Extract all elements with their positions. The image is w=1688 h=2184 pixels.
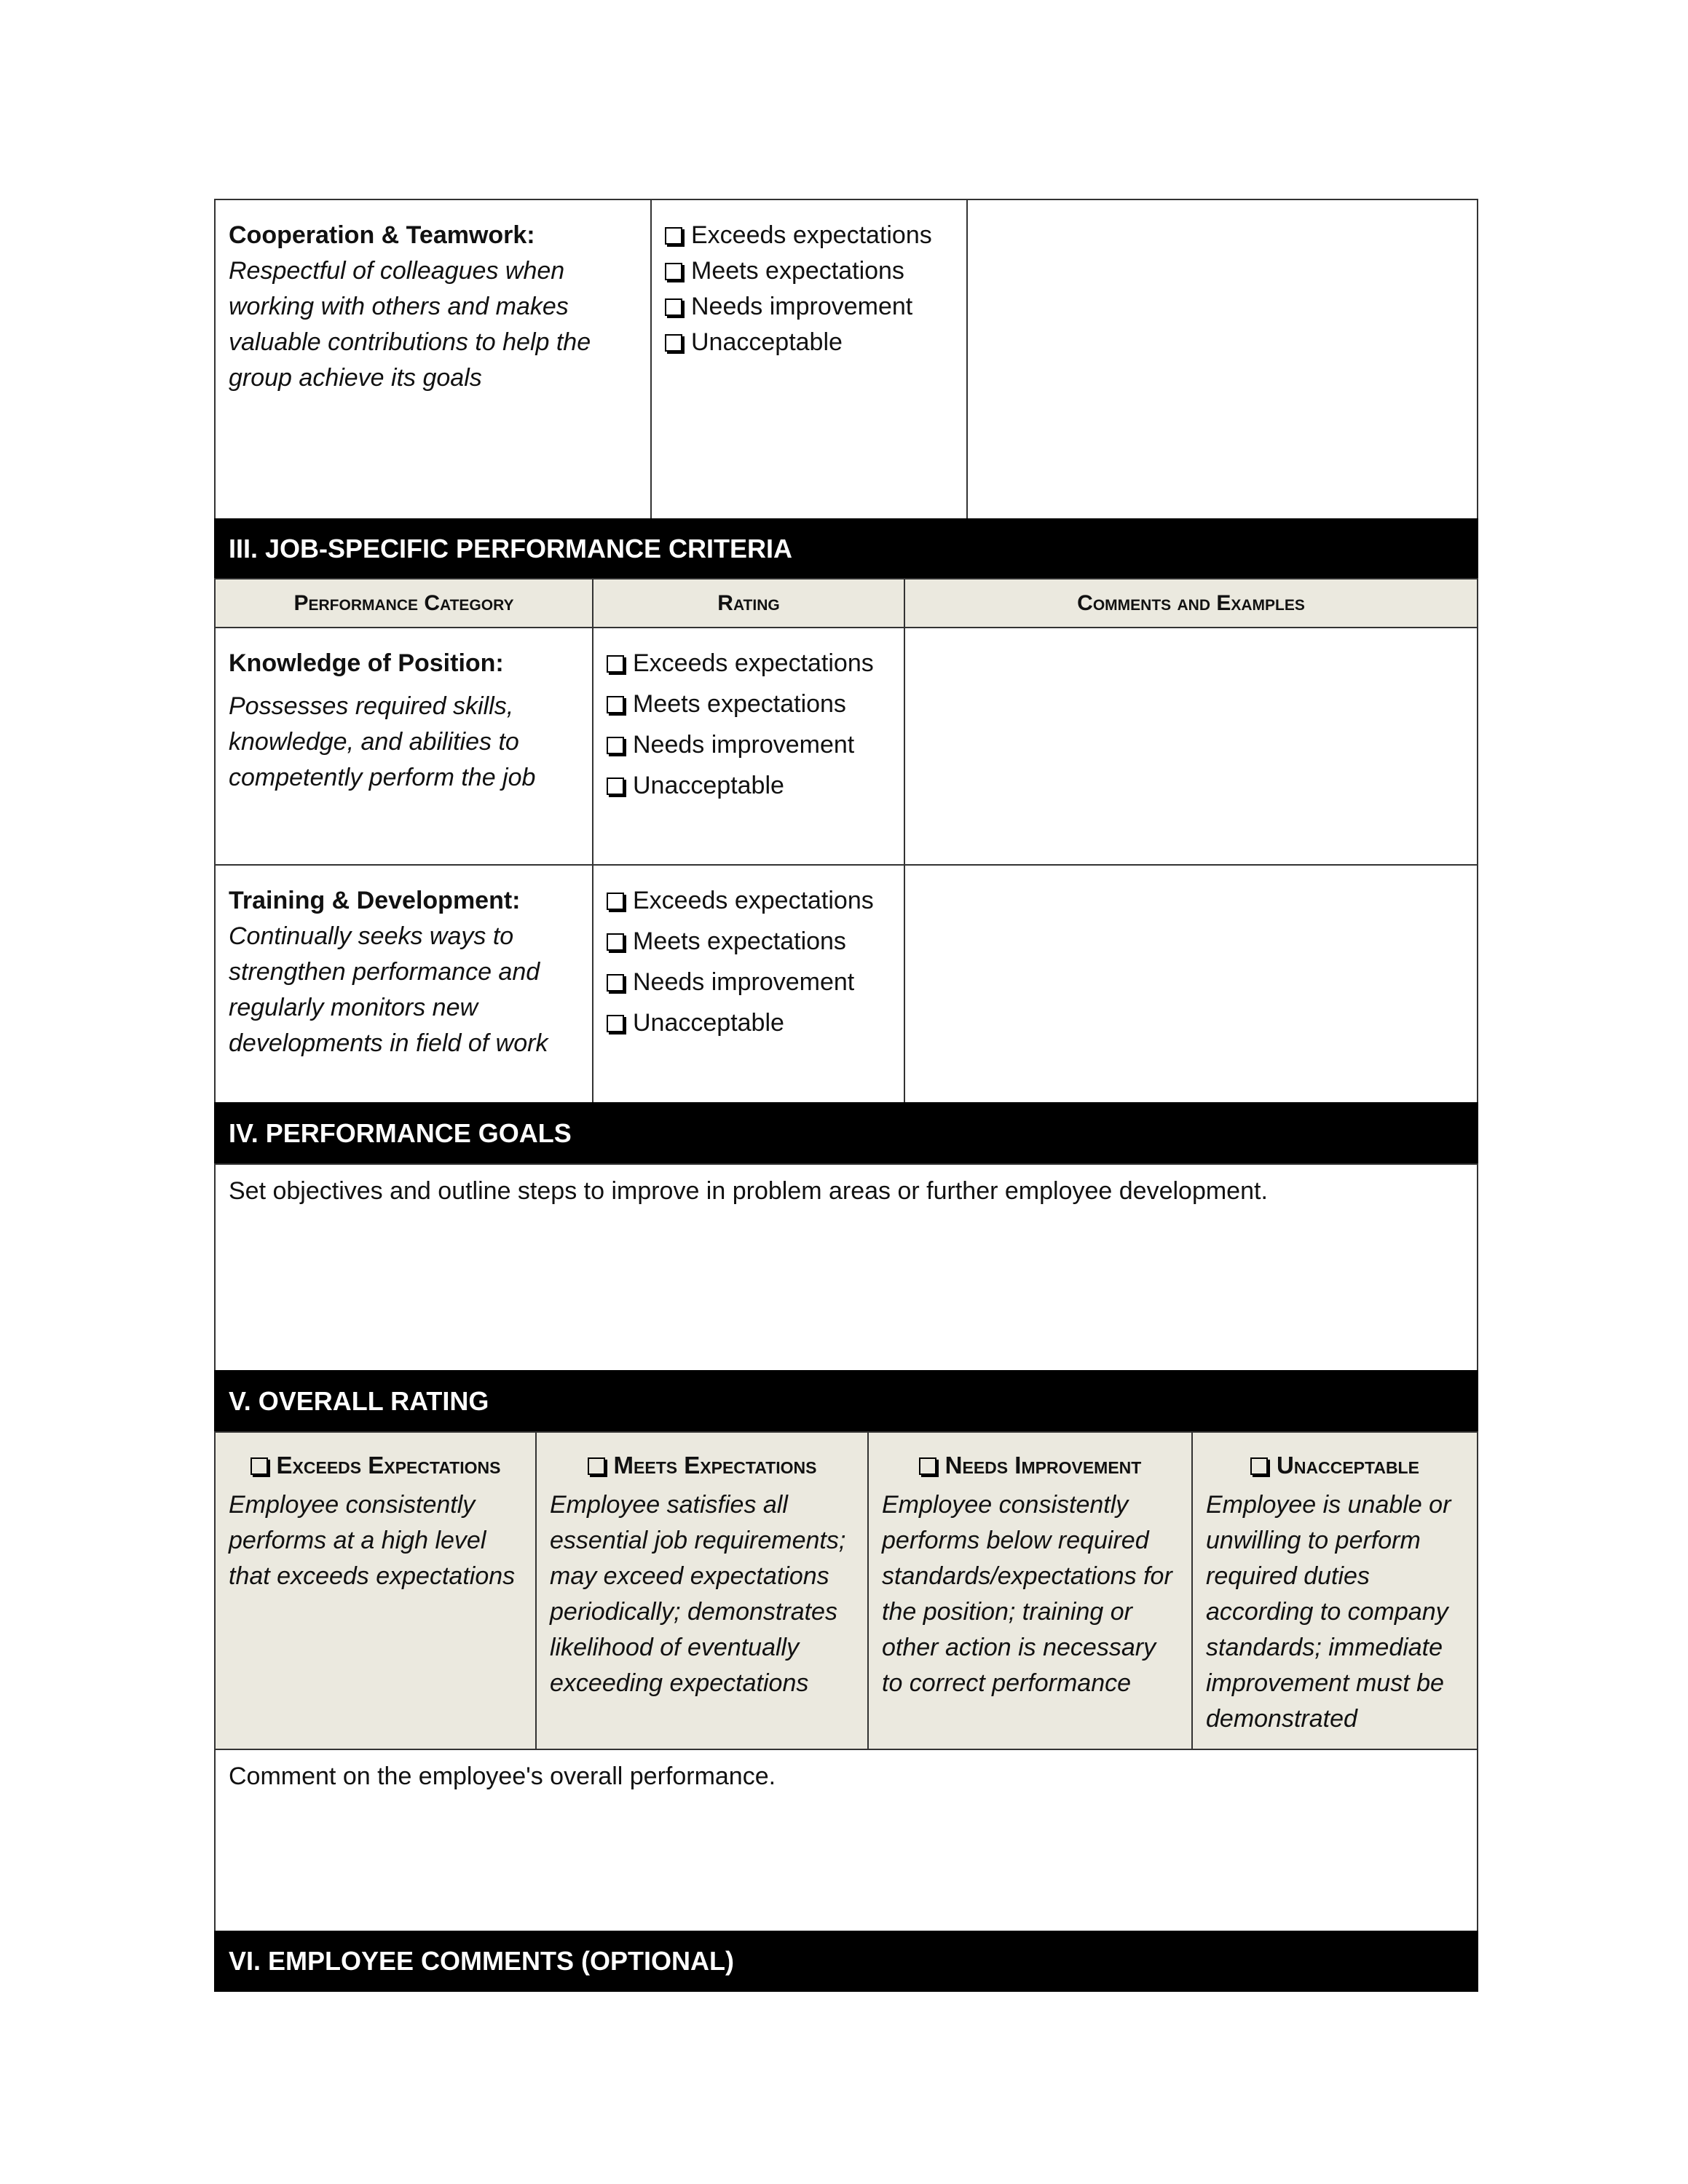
overall-comment-prompt: Comment on the employee's overall performance. xyxy=(229,1762,776,1790)
rating-checkbox[interactable] xyxy=(665,325,953,360)
knowledge-comments-field[interactable] xyxy=(904,627,1478,866)
category-description: Possesses required skills, knowledge, and abilities to competently perform the job xyxy=(229,692,536,791)
checkbox-icon xyxy=(251,1457,268,1475)
rating-checkbox[interactable] xyxy=(607,1002,891,1043)
rating-label: Needs Improvement xyxy=(944,1452,1142,1479)
overall-rating-needs-improvement[interactable] xyxy=(867,1431,1193,1750)
rating-checkbox[interactable] xyxy=(607,880,891,921)
option-label: Exceeds expectations xyxy=(633,887,874,914)
option-label: Exceeds expectations xyxy=(691,221,932,249)
cooperation-category-cell xyxy=(214,199,652,520)
column-header-comments: Comments and Examples xyxy=(904,578,1478,628)
training-comments-field[interactable] xyxy=(904,864,1478,1104)
checkbox-icon xyxy=(665,227,682,245)
checkbox-icon xyxy=(607,974,624,992)
section-5-header: V. OVERALL RATING xyxy=(214,1370,1478,1433)
goals-prompt: Set objectives and outline steps to improve in problem areas or further employee development. xyxy=(229,1177,1268,1205)
category-description: Continually seeks ways to strengthen performance and regularly monitors new developments in field of work xyxy=(229,922,548,1057)
option-label: Exceeds expectations xyxy=(633,649,874,677)
column-header-rating: Rating xyxy=(592,578,905,628)
rating-description: Employee satisfies all essential job requirements; may exceed expectations periodically; demonstrates likelihood of eventually exceeding expectations xyxy=(550,1491,846,1697)
rating-description: Employee consistently performs below required standards/expectations for the position; training or other action is necessary to correct performance xyxy=(882,1491,1172,1697)
checkbox-icon xyxy=(607,655,624,673)
rating-description: Employee consistently performs at a high level that exceeds expectations xyxy=(229,1491,516,1590)
option-label: Needs improvement xyxy=(633,731,855,759)
column-header-category: Performance Category xyxy=(214,578,593,628)
performance-goals-field[interactable] xyxy=(214,1163,1478,1372)
option-label: Needs improvement xyxy=(633,968,855,996)
rating-label: Unacceptable xyxy=(1277,1452,1419,1479)
section-6-header: VI. EMPLOYEE COMMENTS (OPTIONAL) xyxy=(214,1931,1478,1992)
rating-checkbox[interactable] xyxy=(607,684,891,724)
training-category-cell xyxy=(214,864,593,1104)
checkbox-icon xyxy=(607,933,624,951)
rating-checkbox[interactable] xyxy=(607,724,891,765)
rating-label: Meets Expectations xyxy=(613,1452,817,1479)
checkbox-icon xyxy=(607,696,624,713)
checkbox-icon xyxy=(919,1457,936,1475)
option-label: Unacceptable xyxy=(633,1009,784,1037)
option-label: Unacceptable xyxy=(633,772,784,799)
option-label: Needs improvement xyxy=(691,293,913,320)
rating-checkbox[interactable] xyxy=(665,218,953,253)
rating-checkbox[interactable] xyxy=(665,289,953,325)
rating-checkbox[interactable] xyxy=(607,643,891,684)
category-description: Respectful of colleagues when working with others and makes valuable contributions to help the group achieve its goals xyxy=(229,257,591,392)
checkbox-icon xyxy=(607,737,624,754)
section-4-header: IV. PERFORMANCE GOALS xyxy=(214,1102,1478,1165)
option-label: Meets expectations xyxy=(633,690,846,718)
checkbox-icon xyxy=(607,778,624,795)
overall-rating-exceeds[interactable] xyxy=(214,1431,537,1750)
rating-label: Exceeds Expectations xyxy=(276,1452,501,1479)
training-rating-cell xyxy=(592,864,905,1104)
overall-rating-unacceptable[interactable] xyxy=(1191,1431,1478,1750)
cooperation-comments-field[interactable] xyxy=(966,199,1478,520)
category-title: Cooperation & Teamwork: xyxy=(229,221,535,249)
option-label: Unacceptable xyxy=(691,328,843,356)
cooperation-rating-cell xyxy=(650,199,968,520)
overall-comment-field[interactable] xyxy=(214,1749,1478,1932)
checkbox-icon xyxy=(607,1015,624,1032)
rating-checkbox[interactable] xyxy=(665,253,953,289)
option-label: Meets expectations xyxy=(633,927,846,955)
checkbox-icon xyxy=(588,1457,605,1475)
rating-checkbox[interactable] xyxy=(607,962,891,1002)
rating-description: Employee is unable or unwilling to perform required duties according to company standards; immediate improvement must be demonstrated xyxy=(1206,1491,1451,1733)
knowledge-category-cell xyxy=(214,627,593,866)
category-title: Training & Development: xyxy=(229,887,521,914)
checkbox-icon xyxy=(665,334,682,352)
category-title: Knowledge of Position: xyxy=(229,649,504,677)
overall-rating-meets[interactable] xyxy=(535,1431,869,1750)
checkbox-icon xyxy=(1250,1457,1268,1475)
checkbox-icon xyxy=(607,893,624,910)
knowledge-rating-cell xyxy=(592,627,905,866)
section-3-header: III. JOB-SPECIFIC PERFORMANCE CRITERIA xyxy=(214,518,1478,579)
rating-checkbox[interactable] xyxy=(607,921,891,962)
checkbox-icon xyxy=(665,298,682,316)
rating-checkbox[interactable] xyxy=(607,765,891,806)
checkbox-icon xyxy=(665,263,682,280)
option-label: Meets expectations xyxy=(691,257,904,285)
